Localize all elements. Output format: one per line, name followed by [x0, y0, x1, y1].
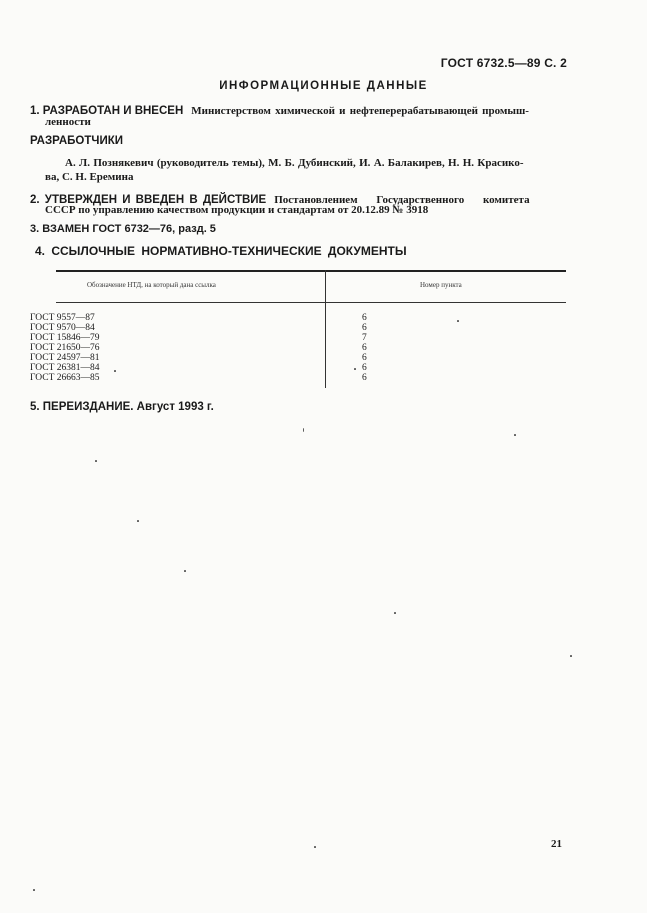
developers-line1: А. Л. Познякевич (руководитель темы), М. Б. Дубинский, И. А. Балакирев, Н. Н. Красико- [65, 157, 524, 169]
table-cell-item: 6 [362, 373, 367, 383]
section-3: 3. ВЗАМЕН ГОСТ 6732—76, разд. 5 [30, 223, 216, 235]
section-1-text-line1: Министерством химической и нефтеперерабатывающей промыш- [191, 105, 529, 117]
section-1-text-line2: ленности [45, 116, 91, 128]
scan-speck [184, 570, 186, 572]
table-header-item: Номер пункта [420, 281, 462, 289]
table-cell-document: ГОСТ 24597—81 [30, 353, 100, 363]
scan-speck [137, 520, 139, 522]
table-row [362, 313, 367, 383]
table-cell-document: ГОСТ 26381—84 [30, 363, 100, 373]
table-row [30, 313, 100, 383]
scan-speck [570, 655, 572, 657]
document-header: ГОСТ 6732.5—89 С. 2 [440, 56, 567, 70]
section-2-text-line1: Постановлением Государственного комитета [274, 194, 530, 206]
section-2-lead: 2. УТВЕРЖДЕН И ВВЕДЕН В ДЕЙСТВИЕ [30, 194, 267, 206]
scan-speck [95, 460, 97, 462]
scan-speck [354, 368, 356, 370]
table-cell-document: ГОСТ 9570—84 [30, 323, 95, 333]
developers-line2: ва, С. Н. Еремина [45, 171, 134, 183]
table-top-rule [56, 270, 566, 272]
table-cell-item: 6 [362, 323, 367, 333]
table-cell-item: 6 [362, 353, 367, 363]
scan-speck [303, 428, 304, 432]
page-number: 21 [551, 838, 562, 850]
developers-heading: РАЗРАБОТЧИКИ [30, 135, 123, 147]
table-cell-item: 6 [362, 343, 367, 353]
scan-speck [514, 434, 516, 436]
table-header-document: Обозначение НТД, на который дана ссылка [87, 281, 216, 289]
section-1-lead: 1. РАЗРАБОТАН И ВНЕСЕН [30, 105, 184, 117]
section-2-text-line2: СССР по управлению качеством продукции и стандартам от 20.12.89 № 3918 [45, 204, 429, 216]
table-header-rule [56, 302, 566, 303]
scan-speck [457, 320, 459, 322]
scan-speck [33, 889, 35, 891]
table-cell-item: 7 [362, 333, 367, 343]
table-cell-item: 6 [362, 363, 367, 373]
table-cell-document: ГОСТ 9557—87 [30, 313, 95, 323]
scan-speck [314, 846, 316, 848]
section-5 [30, 397, 214, 415]
section-4-heading: 4. ССЫЛОЧНЫЕ НОРМАТИВНО-ТЕХНИЧЕСКИЕ ДОКУМЕНТЫ [35, 244, 407, 258]
scan-speck [114, 370, 116, 372]
section-5-text: 5. ПЕРЕИЗДАНИЕ. Август 1993 г. [30, 401, 214, 413]
page-title: ИНФОРМАЦИОННЫЕ ДАННЫЕ [219, 80, 428, 92]
table-cell-document: ГОСТ 15846—79 [30, 333, 100, 343]
table-cell-item: 6 [362, 313, 367, 323]
scan-speck [394, 612, 396, 614]
table-cell-document: ГОСТ 26663—85 [30, 373, 100, 383]
table-cell-document: ГОСТ 21650—76 [30, 343, 100, 353]
table-column-divider [325, 270, 326, 388]
